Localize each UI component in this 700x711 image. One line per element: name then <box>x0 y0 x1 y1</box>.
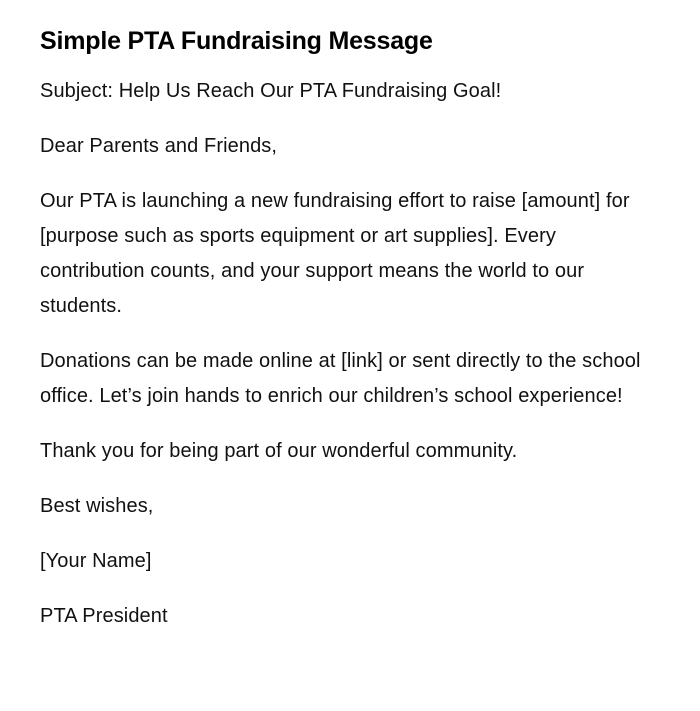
signature-title: PTA President <box>40 605 168 627</box>
body-paragraph-1: Our PTA is launching a new fundraising effort to raise [amount] for [purpose such as sports equipment or art supplies]. Every contribution counts, and your support means the world to our students. <box>40 190 630 317</box>
greeting: Dear Parents and Friends, <box>40 135 278 157</box>
document-title: Simple PTA Fundraising Message <box>40 27 433 55</box>
subject-line: Subject: Help Us Reach Our PTA Fundraising Goal! <box>40 80 502 102</box>
closing-line: Best wishes, <box>40 495 154 517</box>
thank-you-line: Thank you for being part of our wonderful community. <box>40 440 518 462</box>
body-paragraph-2: Donations can be made online at [link] or sent directly to the school office. Let’s join hands to enrich our children’s school experience! <box>40 350 641 407</box>
signature-name: [Your Name] <box>40 550 152 572</box>
